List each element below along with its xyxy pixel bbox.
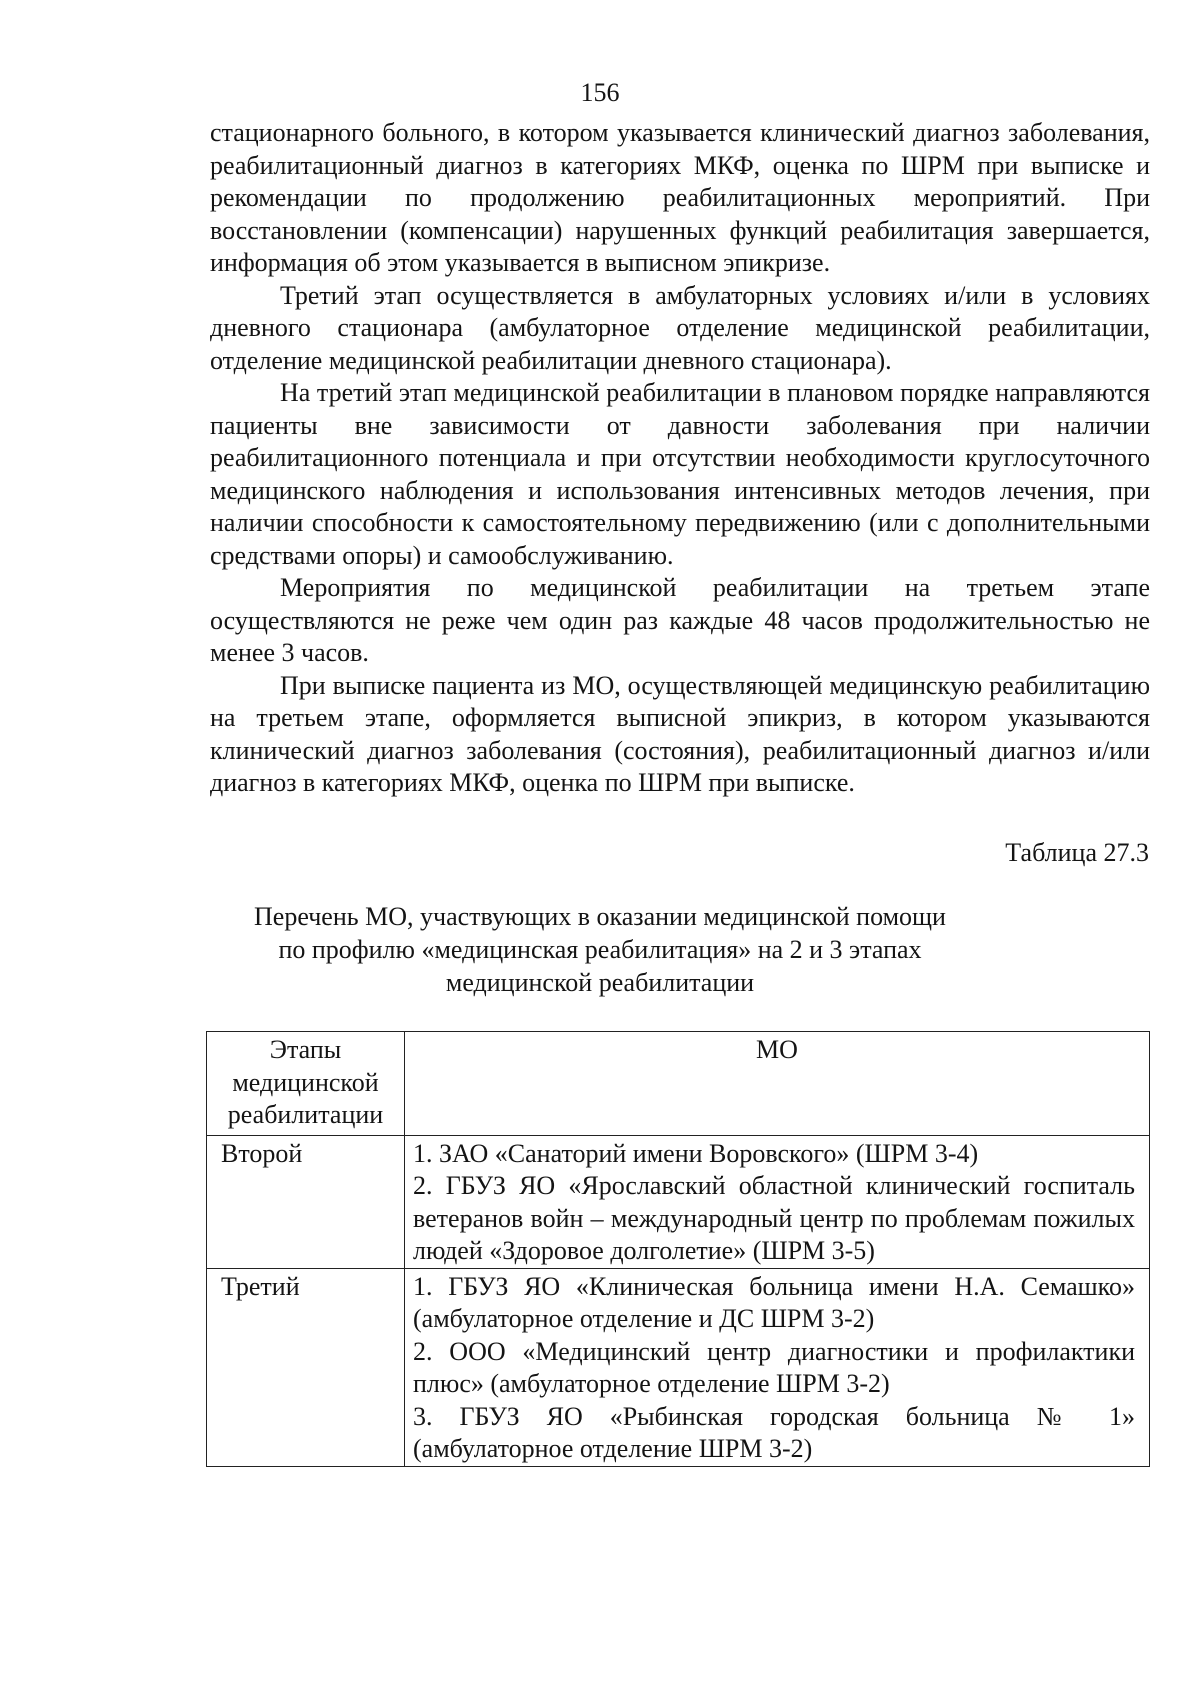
rehab-mo-table xyxy=(206,1031,1150,1467)
paragraph: На третий этап медицинской реабилитации в плановом порядке направляются пациенты вне зависимости от давности заболевания при наличии реабилитационного потенциала и при отсутствии необходимости круглосуточного медицинского наблюдения и использования интенсивных методов лечения, при наличии способности к самостоятельному передвижению (или с дополнительными средствами опоры) и самообслуживанию. xyxy=(210,378,1150,570)
table-row xyxy=(207,1268,1150,1466)
header-mo: МО xyxy=(405,1032,1150,1136)
header-stage: Этапы медицинской реабилитации xyxy=(207,1032,405,1136)
mo-item: 1. ЗАО «Санаторий имени Воровского» (ШРМ 3-4) xyxy=(413,1138,979,1168)
stage-cell: Третий xyxy=(207,1268,405,1466)
mo-cell xyxy=(405,1268,1150,1466)
body-text xyxy=(210,117,1150,800)
table-header-row xyxy=(207,1032,1150,1136)
table-title-line: по профилю «медицинская реабилитация» на 2 и 3 этапах xyxy=(278,935,922,964)
table-title-line: Перечень МО, участвующих в оказании медицинской помощи xyxy=(254,902,946,931)
mo-item: 3. ГБУЗ ЯО «Рыбинская городская больница № 1» (амбулаторное отделение ШРМ 3-2) xyxy=(413,1401,1135,1463)
paragraph: стационарного больного, в котором указывается клинический диагноз заболевания, реабилитационный диагноз в категориях МКФ, оценка по ШРМ при выписке и рекомендации по продолжению реабилитационных мероприятий. При восстановлении (компенсации) нарушенных функций реабилитация завершается, информация об этом указывается в выписном эпикризе. xyxy=(210,118,1150,277)
table-row xyxy=(207,1135,1150,1268)
table-title-line: медицинской реабилитации xyxy=(445,968,755,997)
page-number: 156 xyxy=(580,78,620,107)
paragraph: Мероприятия по медицинской реабилитации на третьем этапе осуществляются не реже чем один раз каждые 48 часов продолжительностью не менее 3 часов. xyxy=(210,573,1150,667)
mo-item: 2. ООО «Медицинский центр диагностики и профилактики плюс» (амбулаторное отделение ШРМ 3-2) xyxy=(413,1336,1135,1398)
table-label: Таблица 27.3 xyxy=(1005,838,1149,867)
mo-cell xyxy=(405,1135,1150,1268)
stage-cell: Второй xyxy=(207,1135,405,1268)
mo-item: 2. ГБУЗ ЯО «Ярославский областной клинический госпиталь ветеранов войн – международный центр по проблемам пожилых людей «Здоровое долголетие» (ШРМ 3-5) xyxy=(413,1171,1135,1265)
paragraph: Третий этап осуществляется в амбулаторных условиях и/или в условиях дневного стационара (амбулаторное отделение медицинской реабилитации, отделение медицинской реабилитации дневного стационара). xyxy=(210,280,1150,375)
mo-item: 1. ГБУЗ ЯО «Клиническая больница имени Н.А. Семашко» (амбулаторное отделение и ДС ШРМ 3-2) xyxy=(413,1271,1135,1333)
table-title xyxy=(0,900,1200,999)
paragraph: При выписке пациента из МО, осуществляющей медицинскую реабилитацию на третьем этапе, оформляется выписной эпикриз, в котором указываются клинический диагноз заболевания (состояния), реабилитационный диагноз и/или диагноз в категориях МКФ, оценка по ШРМ при выписке. xyxy=(210,670,1150,797)
